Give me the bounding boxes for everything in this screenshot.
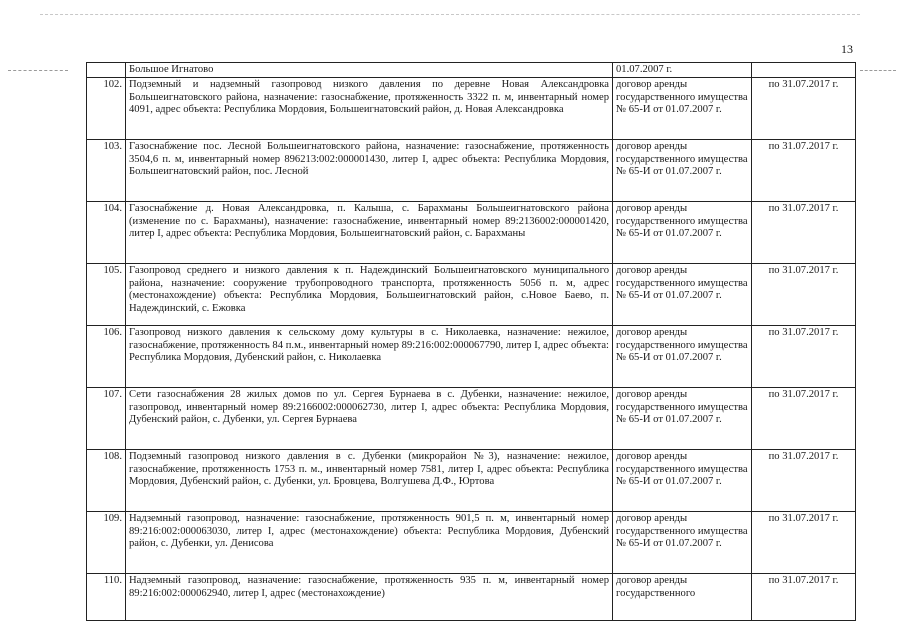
object-description-cell [126, 326, 613, 388]
lease-basis-cell [613, 574, 752, 621]
lease-basis-cell [613, 450, 752, 512]
row-number-cell-text: 103. [103, 141, 122, 152]
lease-term-cell-text: по 31.07.2017 г. [768, 327, 839, 338]
row-number-cell [87, 388, 126, 450]
lease-term-cell [752, 326, 856, 388]
property-register-table [86, 62, 856, 621]
row-number-cell-text: 107. [103, 389, 122, 400]
lease-basis-cell [613, 512, 752, 574]
lease-basis-cell [613, 202, 752, 264]
lease-basis-cell [613, 388, 752, 450]
object-description-cell-text: Газопровод среднего и низкого давления к п. Надеждинский Большеигнатовского муниципального района, назначение: сооружение трубопроводного транспорта, протяженность 5056 п. м, адрес (местонахождение) объекта: Республика Мордовия, Большеигнатовский район, с.Новое Баево, п. Надеждинский, с. Ежовка [129, 265, 609, 314]
lease-term-cell [752, 63, 856, 78]
table-row [87, 450, 856, 512]
row-number-cell [87, 78, 126, 140]
object-description-cell-text: Газоснабжение пос. Лесной Большеигнатовского района, назначение: газоснабжение, протяженность 3504,6 п. м, инвентарный номер 896213:002:000001430, литер I, адрес объекта: Республика Мордовия, Большеигнатовский район, пос. Лесной [129, 141, 609, 178]
table-row [87, 140, 856, 202]
row-number-cell-text: 105. [103, 265, 122, 276]
object-description-cell [126, 63, 613, 78]
lease-term-cell-text: по 31.07.2017 г. [768, 203, 839, 214]
table-row [87, 388, 856, 450]
lease-basis-cell-text: договор аренды государственного имущества № 65-И от 01.07.2007 г. [616, 141, 748, 178]
object-description-cell [126, 78, 613, 140]
lease-term-cell [752, 450, 856, 512]
scan-right-artifact [860, 70, 896, 72]
scan-top-artifact [40, 14, 860, 16]
object-description-cell [126, 574, 613, 621]
row-number-cell-text: 109. [103, 513, 122, 524]
object-description-cell [126, 450, 613, 512]
lease-basis-cell-text: 01.07.2007 г. [616, 64, 673, 75]
lease-term-cell-text: по 31.07.2017 г. [768, 575, 839, 586]
lease-basis-cell [613, 78, 752, 140]
lease-basis-cell [613, 326, 752, 388]
table-row [87, 78, 856, 140]
lease-term-cell [752, 388, 856, 450]
row-number-cell [87, 140, 126, 202]
row-number-cell-text: 108. [103, 451, 122, 462]
lease-basis-cell-text: договор аренды государственного имущества № 65-И от 01.07.2007 г. [616, 389, 748, 426]
lease-basis-cell [613, 63, 752, 78]
lease-term-cell-text: по 31.07.2017 г. [768, 513, 839, 524]
row-number-cell [87, 512, 126, 574]
row-number-cell-text: 104. [103, 203, 122, 214]
row-number-cell [87, 202, 126, 264]
table-row [87, 264, 856, 326]
lease-term-cell-text: по 31.07.2017 г. [768, 451, 839, 462]
object-description-cell-text: Надземный газопровод, назначение: газоснабжение, протяженность 901,5 п. м, инвентарный номер 89:216:002:000063030, литер I, адрес (местонахождение) объекта: Республика Мордовия, Дубенский район, с. Дубенки, ул. Денисова [129, 513, 609, 550]
row-number-cell [87, 450, 126, 512]
lease-basis-cell-text: договор аренды государственного имущества № 65-И от 01.07.2007 г. [616, 513, 748, 550]
row-number-cell-text: 106. [103, 327, 122, 338]
table-row [87, 574, 856, 621]
object-description-cell-text: Большое Игнатово [129, 64, 214, 75]
row-number-cell-text: 102. [103, 79, 122, 90]
row-number-cell [87, 264, 126, 326]
lease-term-cell-text: по 31.07.2017 г. [768, 389, 839, 400]
object-description-cell-text: Надземный газопровод, назначение: газоснабжение, протяженность 935 п. м, инвентарный номер 89:216:002:000062940, литер I, адрес (местонахождение) [129, 575, 609, 599]
row-number-cell-text: 110. [103, 575, 122, 586]
lease-term-cell [752, 512, 856, 574]
lease-basis-cell-text: договор аренды государственного имущества № 65-И от 01.07.2007 г. [616, 451, 748, 488]
object-description-cell [126, 202, 613, 264]
object-description-cell [126, 512, 613, 574]
object-description-cell-text: Газопровод низкого давления к сельскому дому культуры в с. Николаевка, назначение: нежилое, газоснабжение, протяженность 84 п.м., инвентарный номер 89:216:002:000067790, литер I, адрес объекта: Республика Мордовия, Дубенский район, с. Николаевка [129, 327, 609, 364]
row-number-cell [87, 574, 126, 621]
lease-term-cell [752, 78, 856, 140]
table-row [87, 512, 856, 574]
table-row [87, 63, 856, 78]
row-number-cell [87, 326, 126, 388]
lease-term-cell-text: по 31.07.2017 г. [768, 141, 839, 152]
lease-term-cell-text: по 31.07.2017 г. [768, 79, 839, 90]
table-row [87, 326, 856, 388]
lease-basis-cell-text: договор аренды государственного имущества № 65-И от 01.07.2007 г. [616, 203, 748, 240]
lease-basis-cell-text: договор аренды государственного имущества № 65-И от 01.07.2007 г. [616, 265, 748, 302]
lease-basis-cell-text: договор аренды государственного имущества № 65-И от 01.07.2007 г. [616, 79, 748, 116]
lease-basis-cell [613, 264, 752, 326]
object-description-cell [126, 140, 613, 202]
lease-term-cell [752, 264, 856, 326]
object-description-cell-text: Сети газоснабжения 28 жилых домов по ул. Сергея Бурнаева в с. Дубенки, назначение: нежилое, газопровод, инвентарный номер 89:2166002:000062730, литер I, адрес объекта: Республика Мордовия, Дубенский район, с. Дубенки, ул. Сергея Бурнаева [129, 389, 609, 426]
object-description-cell-text: Газоснабжение д. Новая Александровка, п. Калыша, с. Барахманы Большеигнатовского района (изменение по с. Барахманы), назначение: газоснабжение, инвентарный номер 89:2136002:000001420, литер I, адрес объекта: Республика Мордовия, Большеигнатовский район, с. Барахманы [129, 203, 609, 240]
lease-term-cell [752, 574, 856, 621]
lease-basis-cell-text: договор аренды государственного имущества № 65-И от 01.07.2007 г. [616, 327, 748, 364]
lease-term-cell-text: по 31.07.2017 г. [768, 265, 839, 276]
page-number: 13 [841, 42, 853, 56]
lease-term-cell [752, 202, 856, 264]
object-description-cell [126, 264, 613, 326]
object-description-cell-text: Подземный газопровод низкого давления в с. Дубенки (микрорайон №3), назначение: нежилое, газоснабжение, протяженность 1753 п. м., инвентарный номер 7581, литер I, адрес объекта: Республика Мордовия, Дубенский район, с. Дубенки, ул. Бровцева, Волгушева Д.Ф., Юртова [129, 451, 609, 488]
table-row [87, 202, 856, 264]
lease-basis-cell-text: договор аренды государственного [616, 575, 696, 599]
row-number-cell [87, 63, 126, 78]
scan-left-artifact [8, 70, 68, 72]
lease-term-cell [752, 140, 856, 202]
object-description-cell-text: Подземный и надземный газопровод низкого давления по деревне Новая Александровка Большеигнатовского района, назначение: газоснабжение, протяженность 3322 п. м, инвентарный номер 4091, адрес объекта: Республика Мордовия, Большеигнатовский район, д. Новая Александровка [129, 79, 609, 116]
object-description-cell [126, 388, 613, 450]
lease-basis-cell [613, 140, 752, 202]
